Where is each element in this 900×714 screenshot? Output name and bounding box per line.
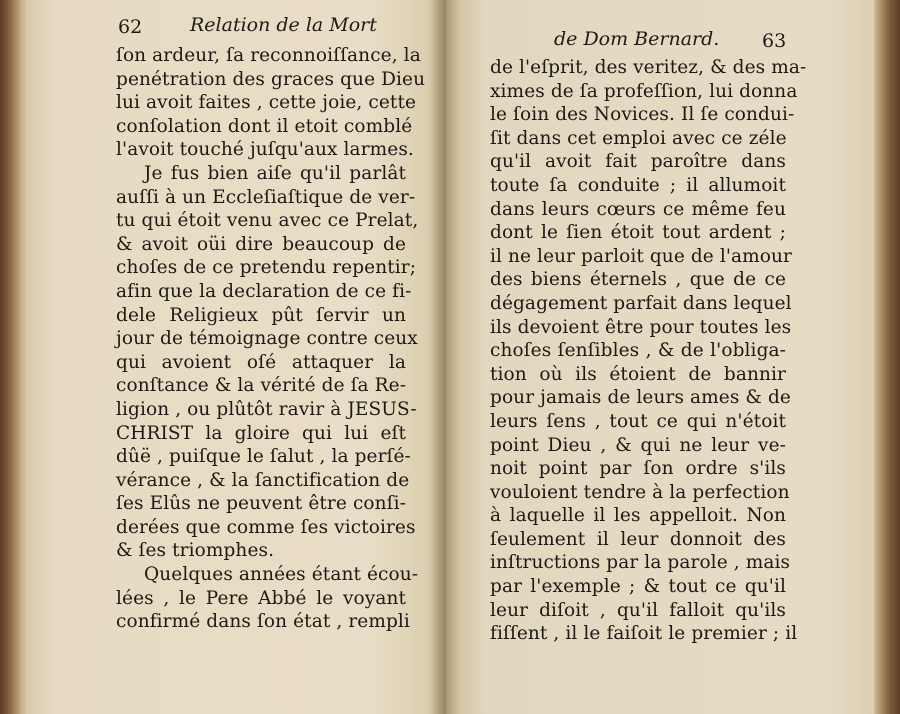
text-line: Quelques années étant écou-	[144, 564, 419, 586]
text-line: jour de témoignage contre ceux	[116, 328, 418, 350]
text-line: ligion , ou plûtôt ravir à JESUS-	[116, 398, 417, 420]
text-line: toute ſa conduite ; il allumoit	[490, 174, 786, 196]
text-line: il ne leur parloit que de l'amour	[490, 245, 792, 267]
text-line: pour jamais de leurs ames & de	[490, 387, 791, 409]
text-line: choſes de ce pretendu repentir;	[116, 257, 417, 279]
text-line: confirmé dans ſon état , rempli	[116, 611, 410, 633]
left-page	[26, 0, 446, 714]
text-line: & ſes triomphes.	[116, 540, 275, 562]
right-running-head: de Dom Bernard.	[554, 28, 720, 50]
text-line: ſon ardeur, ſa reconnoiſſance, la	[116, 45, 421, 66]
text-line: choſes ſenſibles , & de l'obliga-	[490, 340, 786, 362]
text-line: ſit dans cet emploi avec ce zéle	[490, 127, 787, 149]
left-running-head: Relation de la Mort	[190, 14, 377, 36]
text-line: inſtructions par la parole , mais	[490, 552, 791, 574]
text-line: leur diſoit , qu'il falloit qu'ils	[490, 599, 786, 621]
text-line: des biens éternels , que de ce	[490, 269, 786, 291]
text-line: ils devoient être pour toutes les	[490, 316, 792, 338]
text-line: auſſi à un Eccleſiaſtique de ver-	[116, 186, 416, 208]
text-line: fiſſent , il le faiſoit le premier ; il	[490, 623, 798, 645]
text-line: Je fus bien aiſe qu'il parlât	[144, 162, 406, 184]
text-line: par l'exemple ; & tout ce qu'il	[490, 576, 786, 598]
text-line: qui avoient oſé attaquer la	[116, 351, 406, 373]
text-line: penétration des graces que Dieu	[116, 68, 426, 90]
text-line: ſes Elûs ne peuvent être conſi-	[116, 493, 406, 515]
text-line: conſolation dont il etoit comblé	[116, 115, 413, 137]
text-line: & avoit oüi dire beaucoup de	[116, 233, 406, 255]
text-line: tu qui étoit venu avec ce Prelat,	[116, 210, 419, 232]
text-line: dûë , puiſque le ſalut , la perſé-	[116, 446, 411, 468]
text-line: dont le ſien étoit tout ardent ;	[490, 222, 786, 244]
text-line: tion où ils étoient de bannir	[490, 363, 786, 385]
text-line: ximes de ſa profeſſion, lui donna	[490, 80, 798, 102]
text-line: de l'eſprit, des veritez, & des ma-	[490, 57, 807, 78]
text-line: ſeulement il leur donnoit des	[490, 528, 786, 550]
text-line: à laquelle il les appelloit. Non	[490, 505, 786, 527]
right-page-text	[490, 56, 807, 646]
text-line: conſtance & la vérité de ſa Re-	[116, 375, 407, 397]
text-line: lées , le Pere Abbé le voyant	[116, 587, 406, 609]
text-line: vérance , & la ſanctification de	[116, 469, 410, 491]
text-line: le ſoin des Novices. Il ſe condui-	[490, 104, 795, 126]
text-line: leurs ſens , tout ce qui n'étoit	[490, 410, 786, 432]
right-page-number: 63	[762, 30, 787, 52]
text-line: qu'il avoit fait paroître dans	[490, 151, 786, 173]
text-line: lui avoit faites , cette joie, cette	[116, 92, 417, 114]
text-line: afin que la declaration de ce fi-	[116, 280, 412, 302]
text-line: dans leurs cœurs ce même feu	[490, 198, 786, 220]
text-line: dele Religieux pût ſervir un	[116, 304, 406, 326]
text-line: noit point par ſon ordre s'ils	[490, 458, 786, 480]
text-line: dégagement parfait dans lequel	[490, 292, 792, 314]
left-page-number: 62	[118, 16, 143, 38]
text-line: point Dieu , & qui ne leur ve-	[490, 434, 786, 456]
text-line: l'avoit touché juſqu'aux larmes.	[116, 139, 414, 161]
text-line: vouloient tendre à la perfection	[490, 481, 790, 503]
text-line: derées que comme ſes victoires	[116, 516, 416, 538]
left-page-text	[116, 44, 426, 634]
right-page	[446, 0, 874, 714]
page-edges	[874, 0, 900, 714]
text-line: CHRIST la gloire qui lui eſt	[116, 422, 406, 444]
